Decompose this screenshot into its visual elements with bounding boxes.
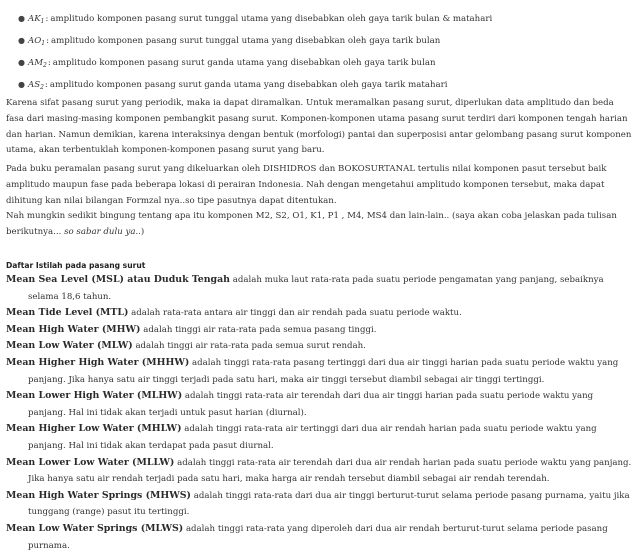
symbol-separator: : (45, 14, 49, 24)
symbol-am2: $AM_2$ (28, 58, 47, 69)
component-bullet-list (18, 8, 628, 96)
glossary-item-mlws (6, 521, 632, 554)
glossary-term: Mean Higher Low Water (MHLW) (6, 423, 182, 435)
glossary-definition: adalah tinggi rata-rata air terendah dari dua air rendah harian pada suatu periode waktu yang panjang. Jika hanya satu air rendah terjadi pada satu hari, maka harga air rendah tersebut diambil sebagai air rendah terendah. (28, 457, 632, 485)
glossary-term: Mean Tide Level (MTL) (6, 307, 129, 319)
paragraph-close-paren: ) (140, 227, 145, 238)
symbol-ak1: $AK_1$ (28, 14, 45, 25)
glossary-term: Mean Sea Level (MSL) atau Duduk Tengah (6, 274, 231, 285)
bullet-item-as2 (18, 74, 628, 96)
glossary-definition: adalah tinggi rata-rata air terendah dari dua air tinggi harian pada suatu periode waktu yang panjang. Hal ini tidak akan terjadi untuk pasut harian (diurnal). (28, 391, 594, 418)
glossary-item-mhws (6, 488, 632, 521)
bullet-item-ak1 (18, 8, 628, 30)
glossary-list (6, 272, 632, 554)
glossary-item-mlhw (6, 388, 632, 421)
bullet-dot-icon: ● (18, 80, 25, 89)
glossary-item-mtl (6, 305, 632, 322)
glossary-term: Mean High Water Springs (MHWS) (6, 489, 191, 501)
glossary-definition: adalah tinggi rata-rata dari dua air tinggi berturut-turut selama periode pasang purnama, yaitu jika tunggang (range) pasut itu tertinggi. (28, 490, 630, 518)
glossary-item-mhw (6, 322, 632, 339)
bullet-dot-icon: ● (18, 58, 25, 67)
glossary-item-mhhw (6, 355, 632, 388)
symbol-separator: : (47, 58, 51, 68)
glossary-term: Mean Lower Low Water (MLLW) (6, 456, 175, 468)
symbol-separator: : (44, 80, 48, 90)
glossary-definition: adalah tinggi rata-rata pasang tertinggi dari dua air tinggi harian pada suatu periode waktu yang panjang. Jika hanya satu air tinggi terjadi pada satu hari, maka air tinggi tersebut diambil sebagai air tinggi tertinggi. (28, 357, 619, 385)
paragraph-prediction: Karena sifat pasang surut yang periodik, maka ia dapat diramalkan. Untuk meramalkan pasang surut, diperlukan data amplitudo dan beda fasa dari masing-masing komponen pembangkit pasang surut. Komponen-komponen utama pasang surut terdiri dari komponen tengah harian dan harian. Namun demikian, karena interaksinya dengan bentuk (morfologi) pantai dan superposisi antar gelombang pasang surut komponen utama, akan terbentuklah komponen-komponen pasang surut yang baru. (6, 98, 632, 156)
bullet-text: amplitudo komponen pasang surut tunggal utama yang disebabkan oleh gaya tarik bulan (51, 36, 441, 46)
glossary-definition: adalah rata-rata antara air tinggi dan air rendah pada suatu periode waktu. (131, 308, 462, 319)
paragraph-italic-note: so sabar dulu ya.. (64, 227, 141, 238)
glossary-term: Mean Higher High Water (MHHW) (6, 356, 190, 368)
glossary-item-msl (6, 272, 632, 305)
bullet-text: amplitudo komponen pasang surut tunggal utama yang disebabkan oleh gaya tarik bulan & matahari (50, 14, 493, 24)
bullet-item-am2 (18, 52, 628, 74)
bullet-text: amplitudo komponen pasang surut ganda utama yang disebabkan oleh gaya tarik matahari (49, 80, 448, 90)
glossary-definition: adalah tinggi air rata-rata pada semua surut rendah. (135, 341, 366, 352)
glossary-item-mlw (6, 338, 632, 355)
bullet-dot-icon: ● (18, 36, 25, 45)
paragraph-dishidros-text: Pada buku peramalan pasang surut yang dikeluarkan oleh DISHIDROS dan BOKOSURTANAL tertulis nilai komponen pasut tersebut baik amplitudo maupun fase pada beberapa lokasi di perairan Indonesia. Nah dengan mengetahui amplitudo komponen tersebut, maka dapat dihitung kan nilai bilangan Formzal nya..so tipe pasutnya dapat ditentukan. (6, 164, 607, 206)
symbol-as2: $AS_2$ (28, 80, 44, 91)
bullet-text: amplitudo komponen pasang surut ganda utama yang disebabkan oleh gaya tarik bulan (52, 58, 436, 68)
bullet-item-ao1 (18, 30, 628, 52)
symbol-ao1: $AO_1$ (28, 36, 46, 47)
paragraph-dishidros (6, 162, 632, 241)
paragraph-components-text: Nah mungkin sedikit bingung tentang apa itu komponen M2, S2, O1, K1, P1 , M4, MS4 dan lain-lain.. (saya akan coba jelaskan pada tulisan berikutnya... (6, 211, 617, 238)
glossary-definition: adalah tinggi rata-rata yang diperoleh dari dua air rendah berturut-turut selama periode pasang purnama. (28, 523, 608, 551)
glossary-term: Mean Lower High Water (MLHW) (6, 390, 183, 402)
glossary-definition: adalah tinggi rata-rata air tertinggi dari dua air rendah harian pada suatu periode waktu yang panjang. Hal ini tidak akan terdapat pada pasut diurnal. (28, 424, 597, 451)
glossary-definition: adalah tinggi air rata-rata pada semua pasang tinggi. (143, 324, 377, 335)
glossary-item-mhlw (6, 421, 632, 454)
glossary-term: Mean Low Water (MLW) (6, 340, 133, 352)
bullet-dot-icon: ● (18, 14, 25, 23)
glossary-item-mllw (6, 455, 632, 488)
glossary-term: Mean High Water (MHW) (6, 323, 141, 335)
glossary-definition: adalah muka laut rata-rata pada suatu periode pengamatan yang panjang, sebaiknya selama 18,6 tahun. (28, 275, 604, 302)
glossary-term: Mean Low Water Springs (MLWS) (6, 522, 184, 534)
glossary-title: Daftar Istilah pada pasang surut (6, 261, 146, 270)
symbol-separator: : (46, 36, 49, 46)
